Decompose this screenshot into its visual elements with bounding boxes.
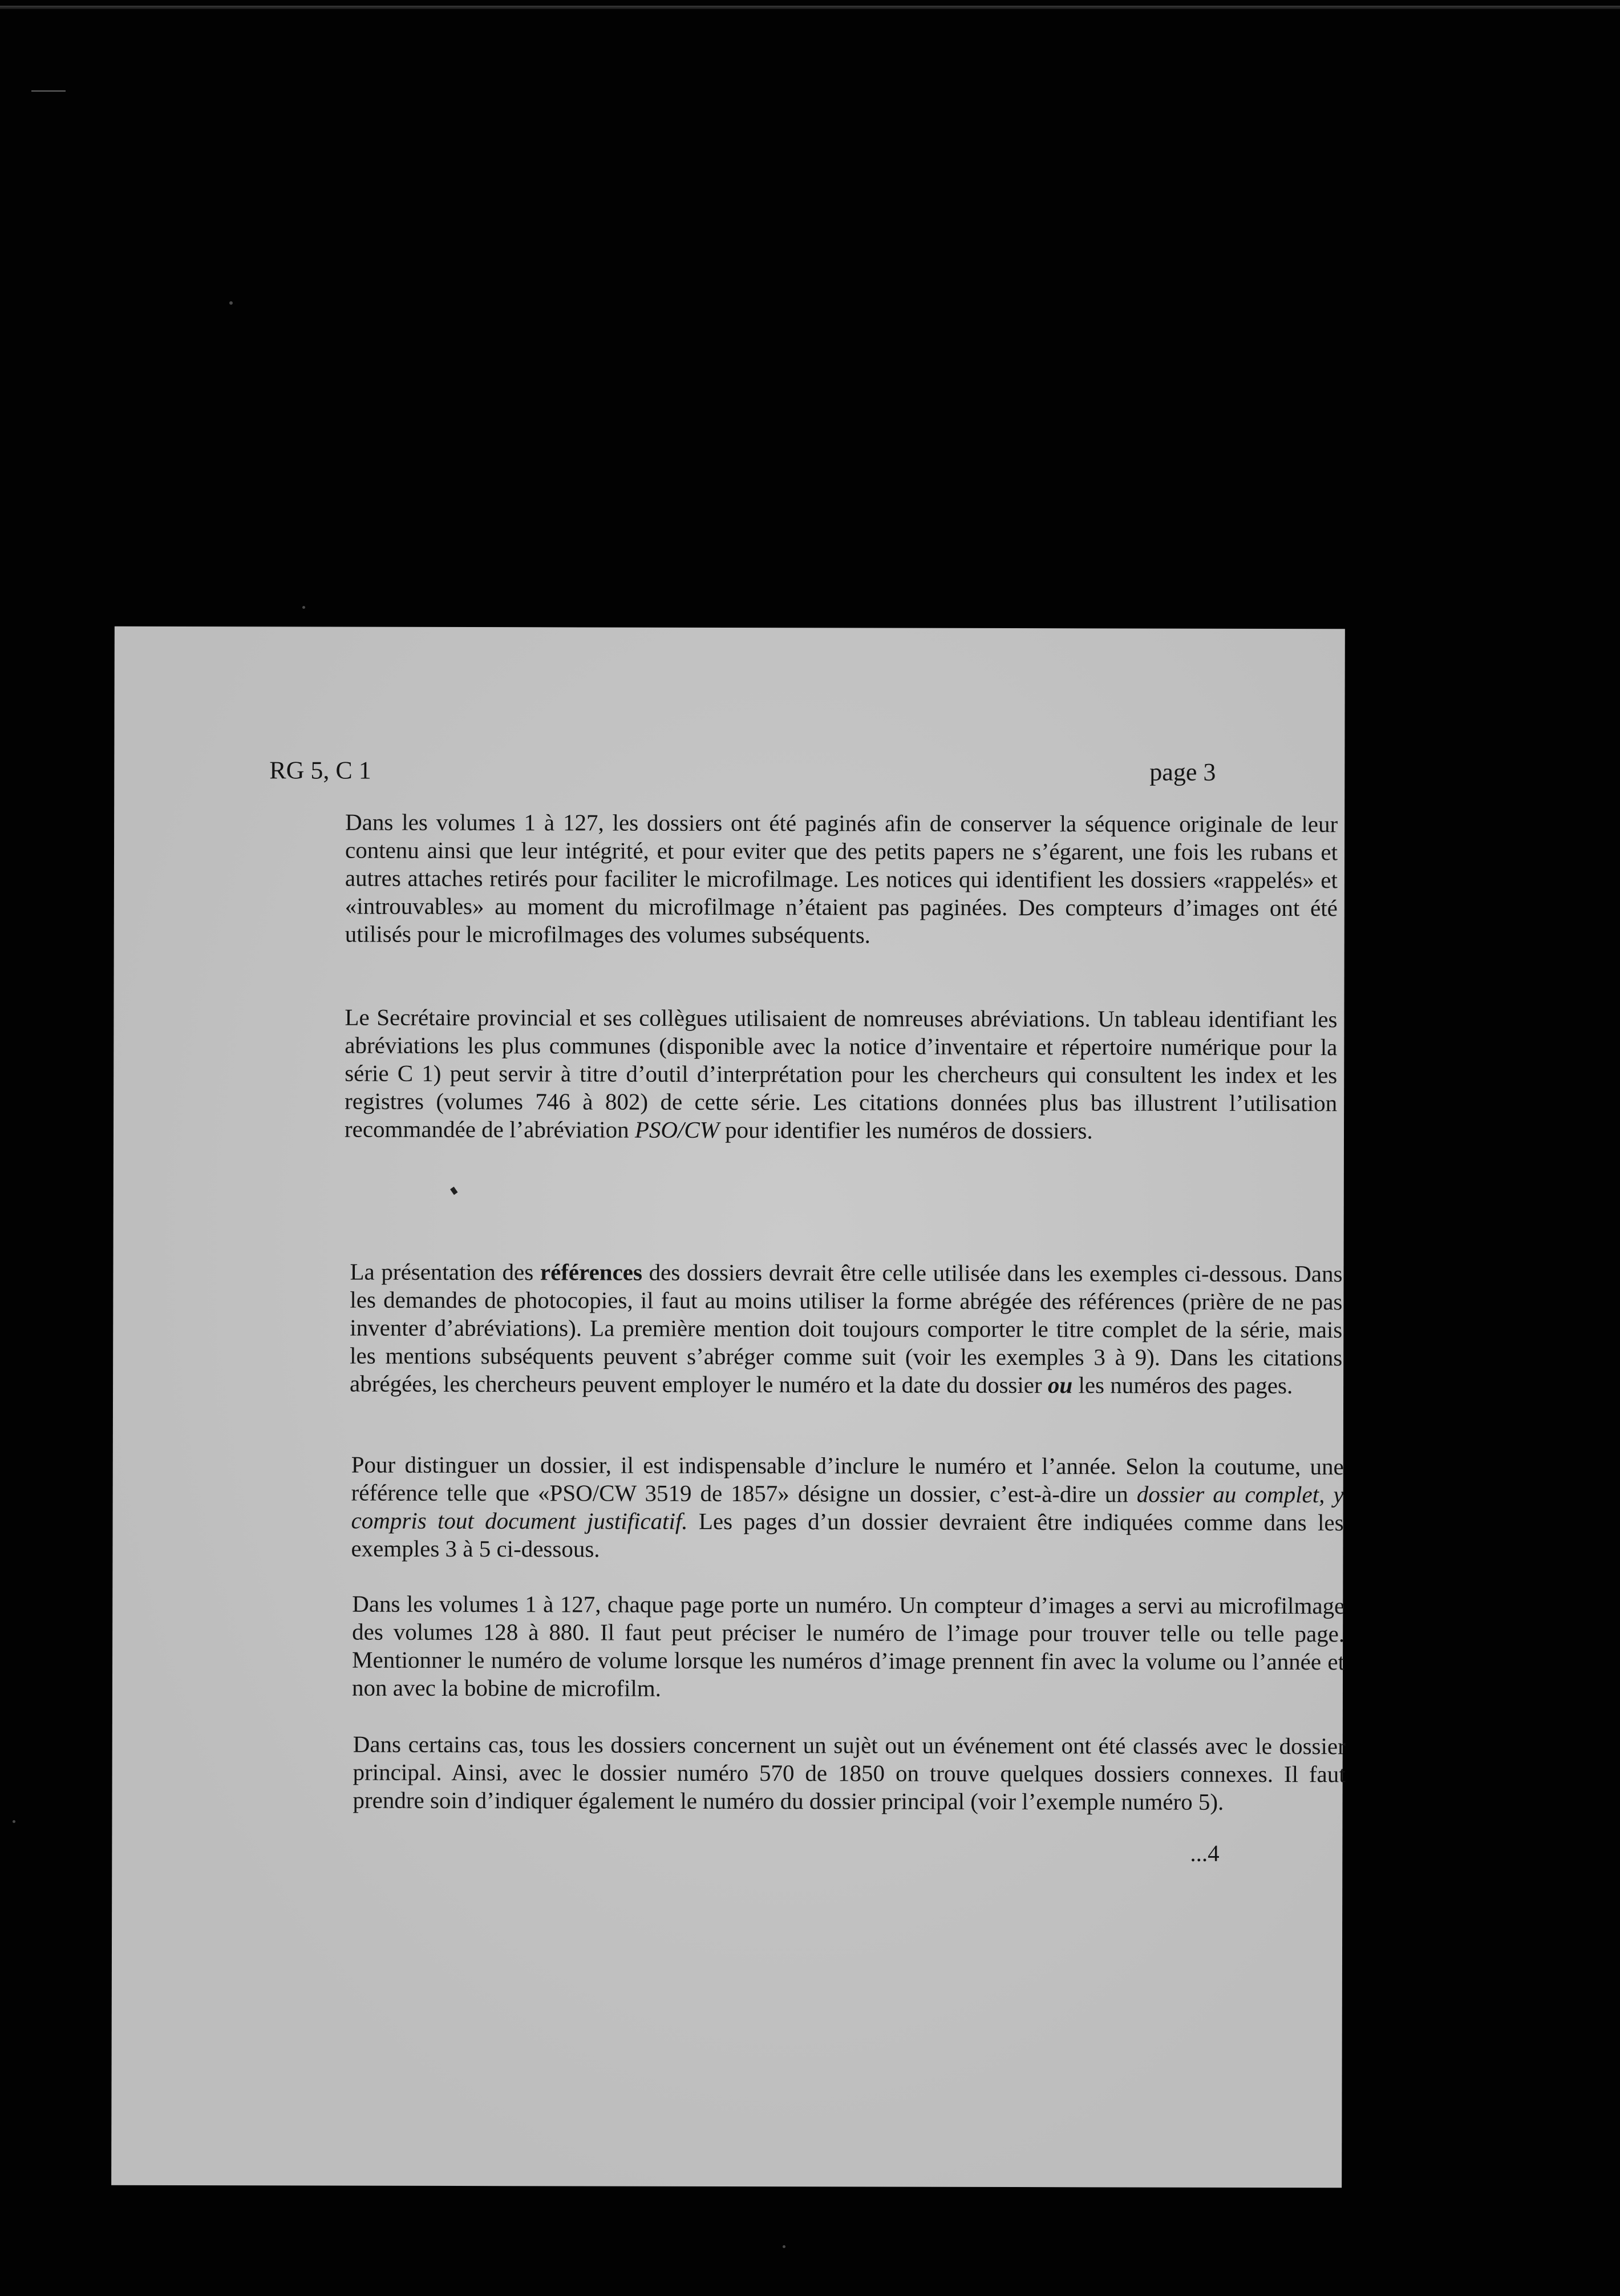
abbreviation-term: PSO/CW — [634, 1116, 719, 1143]
film-edge — [0, 6, 1620, 9]
emphasized-word: ou — [1047, 1372, 1073, 1398]
italic-phrase: dossier au complet, y compris tout document justificatif. — [351, 1481, 1344, 1534]
paragraph-text: Le Secrétaire provincial et ses collègues utilisaient de nomreuses abréviations. Un tableau identifiant les abréviations les plus communes (disponible avec la notice d’inventaire et répertoire numérique pour la série C 1) peut servir à titre d’outil d’interprétation pour les chercheurs qui consultent les index et les registres (volumes 746 à 802) de cette série. Les citations données plus bas illustrent l’utilisation recommandée de l’abréviation — [344, 1004, 1338, 1143]
series-reference: RG 5, C 1 — [269, 756, 371, 785]
continuation-marker: ...4 — [1190, 1840, 1220, 1866]
paragraph-abbreviations — [345, 1004, 1338, 1146]
paragraph-text: Les pages d’un dossier devraient être indiquées comme dans les exemples 3 à 5 ci-dessous. — [351, 1507, 1344, 1562]
dust-speck — [302, 606, 305, 609]
paragraph-text: pour identifier les numéros de dossiers. — [719, 1116, 1093, 1144]
stray-mark — [450, 1187, 457, 1195]
dust-speck — [229, 301, 233, 305]
dust-speck — [31, 90, 66, 92]
document-page — [111, 626, 1345, 2188]
dust-speck — [13, 1820, 15, 1823]
paragraph-distinguish-file — [351, 1451, 1343, 1565]
paragraph-text: les numéros des pages. — [1072, 1372, 1293, 1399]
paragraph-references — [350, 1258, 1343, 1400]
paragraph-text: Pour distinguer un dossier, il est indispensable d’inclure le numéro et l’année. Selon la coutume, une référence telle que «PSO/CW 3519 de 1857» désigne un dossier, c’est-à-dire un — [351, 1451, 1344, 1507]
paragraph-related-files: Dans certains cas, tous les dossiers concernent un sujèt out un événement ont été classés avec le dossier principal. Ainsi, avec le dossier numéro 570 de 1850 on trouve quelques dossiers connexes. Il faut prendre soin d’indiquer également le numéro du dossier principal (voir l’exemple numéro 5). — [353, 1731, 1346, 1815]
dust-speck — [783, 2245, 785, 2248]
paragraph-pagination: Dans les volumes 1 à 127, les dossiers ont été paginés afin de conserver la séquence originale de leur contenu ainsi que leur intégrité, et pour eviter que des petits papers ne s’égarent, une fois les rubans et autres attaches retirés pour faciliter le microfilmage. Les notices qui identifient les dossiers «rappelés» et «introuvables» au moment du microfilmage n’étaient pas paginées. Des compteurs d’images ont été utilisés pour le microfilmages des volumes subséquents. — [345, 809, 1338, 948]
paragraph-image-counter: Dans les volumes 1 à 127, chaque page porte un numéro. Un compteur d’images a servi au microfilmage des volumes 128 à 880. Il faut peut préciser le numéro de l’image pour trouver telle ou telle page. Mentionner le numéro de volume lorsque les numéros d’image prennent fin avec la volume ou l’année et non avec la bobine de microfilm. — [351, 1590, 1345, 1701]
paragraph-text: des dossiers devrait être celle utilisée dans les exemples ci-dessous. Dans les demandes de photocopies, il faut au moins utiliser la forme abrégée des références (prière de ne pas inventer d’abréviations). La première mention doit toujours comporter le titre complet de la série, mais les mentions subséquents peuvent s’abréger comme suit (voir les exemples 3 à 9). Dans les citations abrégées, les chercheurs peuvent employer le numéro et la date du dossier — [350, 1259, 1343, 1398]
paragraph-text: La présentation des — [350, 1258, 540, 1286]
emphasized-term: références — [540, 1259, 643, 1286]
page-number: page 3 — [1149, 758, 1216, 786]
